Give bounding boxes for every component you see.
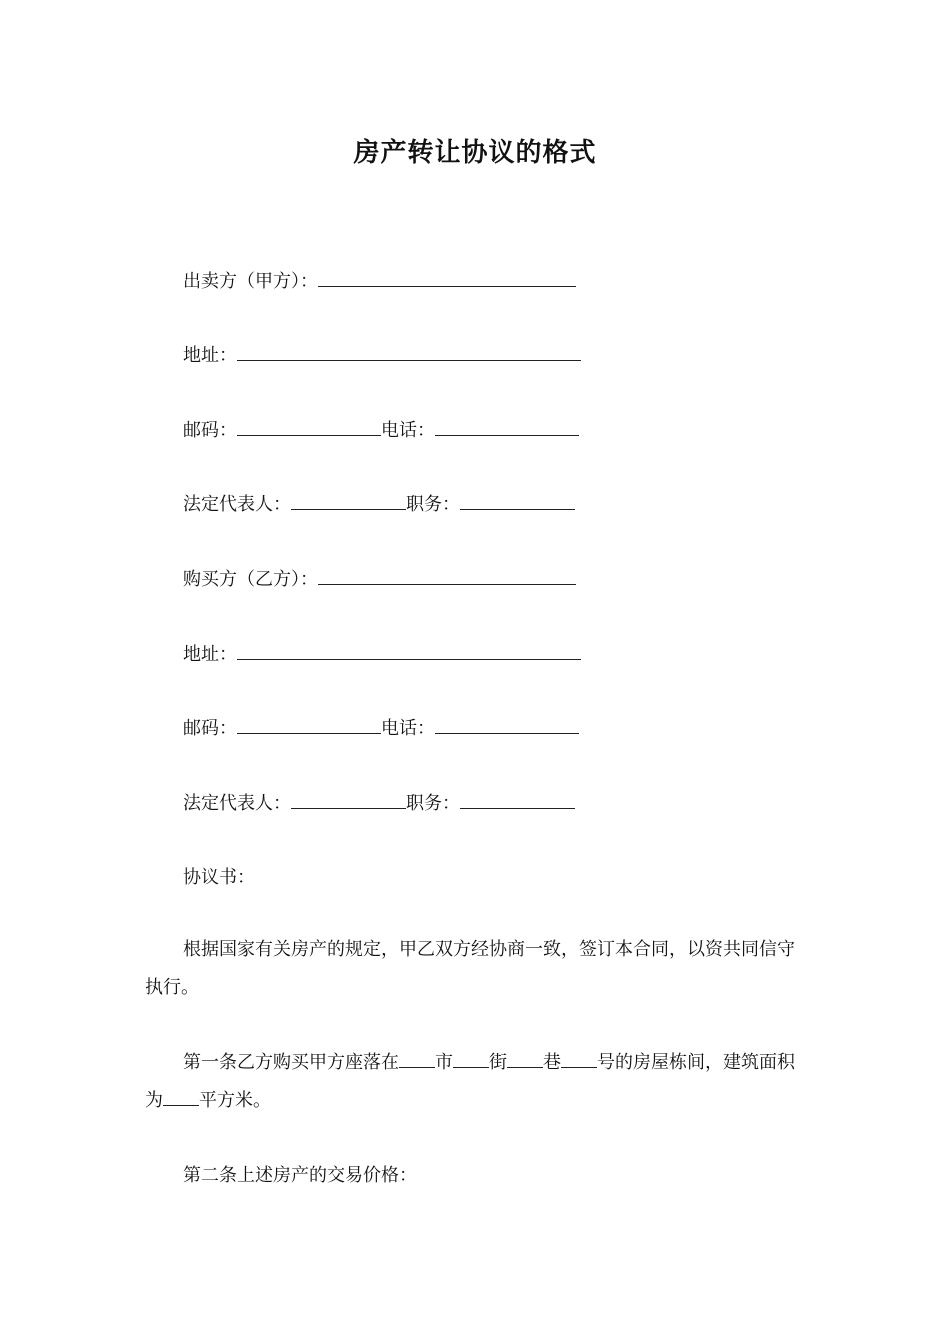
agreement-heading: 协议书： (183, 867, 255, 888)
buyer-position-blank[interactable] (460, 790, 575, 809)
article-1-text-b: 号的房屋栋间，建筑面积为 (145, 1052, 795, 1111)
article-2-paragraph: 第二条上述房产的交易价格： (183, 1165, 417, 1186)
seller-postcode-label: 邮码： (183, 420, 237, 441)
seller-rep-label: 法定代表人： (183, 494, 291, 515)
article-1-street: 街 (489, 1052, 507, 1073)
city-blank[interactable] (399, 1049, 435, 1068)
seller-position-blank[interactable] (460, 491, 575, 510)
buyer-postcode-blank[interactable] (237, 715, 381, 734)
buyer-phone-label: 电话： (381, 718, 435, 739)
seller-phone-blank[interactable] (435, 417, 579, 436)
seller-party-line (183, 268, 576, 295)
seller-address-line (183, 342, 581, 369)
buyer-name-blank[interactable] (318, 566, 576, 585)
intro-paragraph: 根据国家有关房产的规定，甲乙双方经协商一致，签订本合同，以资共同信守执行。 (145, 939, 795, 998)
area-blank[interactable] (163, 1087, 199, 1106)
seller-address-label: 地址： (183, 345, 237, 366)
buyer-rep-label: 法定代表人： (183, 793, 291, 814)
buyer-rep-line (183, 790, 575, 817)
seller-address-blank[interactable] (237, 342, 581, 361)
buyer-address-blank[interactable] (237, 641, 581, 660)
buyer-party-label: 购买方（乙方）： (183, 569, 318, 590)
seller-name-blank[interactable] (318, 268, 576, 287)
seller-position-label: 职务： (406, 494, 460, 515)
lane-blank[interactable] (507, 1049, 543, 1068)
buyer-rep-blank[interactable] (291, 790, 406, 809)
buyer-contact-line (183, 715, 579, 742)
article-1-paragraph (145, 1044, 807, 1120)
seller-phone-label: 电话： (381, 420, 435, 441)
number-blank[interactable] (561, 1049, 597, 1068)
seller-rep-line (183, 491, 575, 518)
buyer-postcode-label: 邮码： (183, 718, 237, 739)
street-blank[interactable] (453, 1049, 489, 1068)
buyer-position-label: 职务： (406, 793, 460, 814)
seller-rep-blank[interactable] (291, 491, 406, 510)
buyer-address-line (183, 641, 581, 668)
seller-party-label: 出卖方（甲方）： (183, 271, 318, 292)
seller-postcode-blank[interactable] (237, 417, 381, 436)
buyer-phone-blank[interactable] (435, 715, 579, 734)
buyer-address-label: 地址： (183, 644, 237, 665)
article-1-lane: 巷 (543, 1052, 561, 1073)
buyer-party-line (183, 566, 576, 593)
article-1-unit: 平方米。 (199, 1090, 271, 1111)
article-1-city: 市 (435, 1052, 453, 1073)
document-title: 房产转让协议的格式 (353, 138, 597, 168)
article-1-text-a: 第一条乙方购买甲方座落在 (183, 1052, 399, 1073)
seller-contact-line (183, 417, 579, 444)
